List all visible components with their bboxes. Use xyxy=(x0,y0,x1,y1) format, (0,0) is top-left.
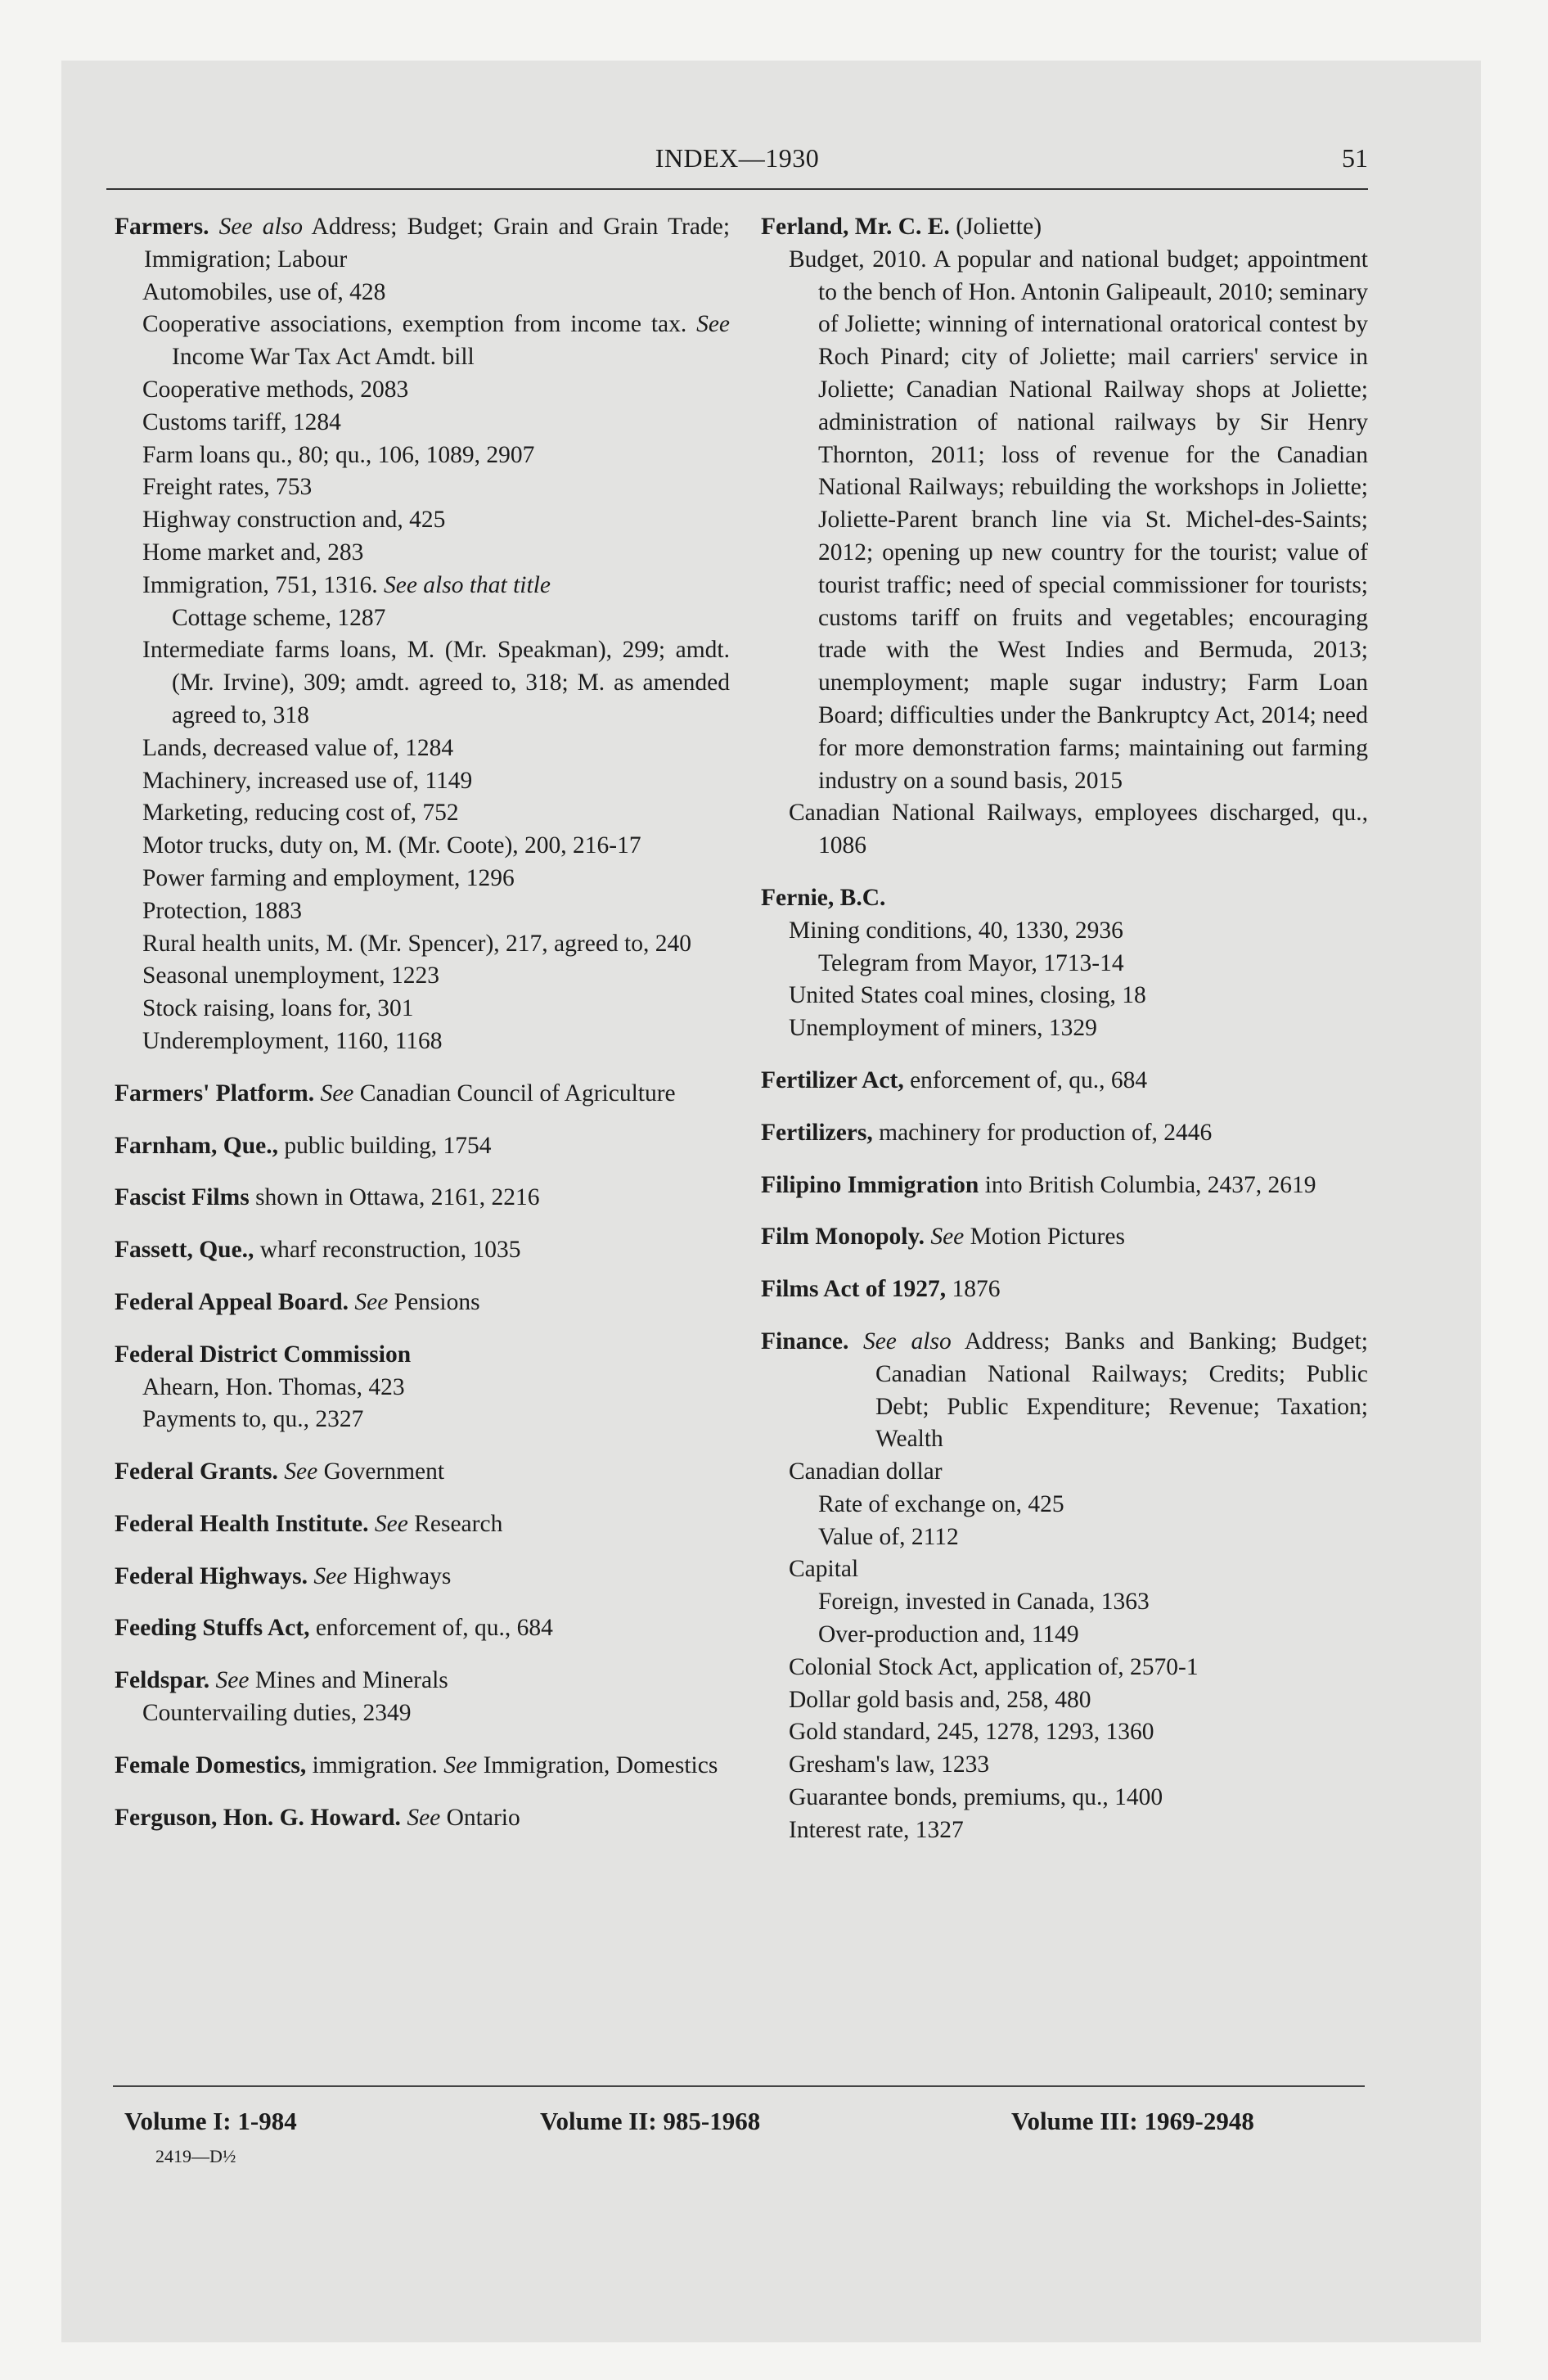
subentry: Payments to, qu., 2327 xyxy=(142,1406,364,1433)
header-rule xyxy=(106,188,1368,190)
subentry: Canadian dollar xyxy=(789,1458,943,1485)
subentry: Protection, 1883 xyxy=(142,897,303,924)
subentry: Highway construction and, 425 xyxy=(142,507,446,534)
index-entry-federal-appeal-board: Federal Appeal Board. See Pensions xyxy=(115,1288,480,1315)
index-entry-films-act: Films Act of 1927, 1876 xyxy=(761,1276,1001,1303)
subentry: Telegram from Mayor, 1713-14 xyxy=(818,949,1124,976)
subentry: Capital xyxy=(789,1556,859,1583)
index-entry-federal-health-institute: Federal Health Institute. See Research xyxy=(115,1510,503,1537)
subentry: Canadian National Railways, employees discharged, qu., 1086 xyxy=(789,800,1368,859)
subentry: Underemployment, 1160, 1168 xyxy=(142,1027,443,1054)
subentry: Colonial Stock Act, application of, 2570-1 xyxy=(789,1653,1199,1680)
index-entry-farnham: Farnham, Que., public building, 1754 xyxy=(115,1132,492,1159)
subentry: Foreign, invested in Canada, 1363 xyxy=(818,1589,1150,1616)
subentry: Seasonal unemployment, 1223 xyxy=(142,962,439,989)
subentry: Freight rates, 753 xyxy=(142,474,313,501)
index-entry-fascist-films: Fascist Films shown in Ottawa, 2161, 2216 xyxy=(115,1184,540,1211)
subentry: Unemployment of miners, 1329 xyxy=(789,1015,1097,1042)
right-column xyxy=(761,211,1368,1867)
index-entry-federal-grants: Federal Grants. See Government xyxy=(115,1458,445,1485)
footer-volume-2: Volume II: 985-1968 xyxy=(540,2107,761,2135)
page-number: 51 xyxy=(1342,143,1368,173)
footer-rule xyxy=(113,2085,1365,2087)
index-entry-feeding-stuffs: Feeding Stuffs Act, enforcement of, qu., 684 xyxy=(115,1615,553,1642)
entry-heading: Farmers. xyxy=(115,214,209,240)
page-title: INDEX—1930 xyxy=(655,143,820,173)
subentry: Customs tariff, 1284 xyxy=(142,408,341,435)
subentry: Motor trucks, duty on, M. (Mr. Coote), 200, 216-17 xyxy=(142,832,641,859)
printer-signature: 2419—D½ xyxy=(155,2146,236,2166)
subentry: Value of, 2112 xyxy=(818,1523,959,1550)
footer-volume-1: Volume I: 1-984 xyxy=(124,2107,297,2135)
subentry: Guarantee bonds, premiums, qu., 1400 xyxy=(789,1784,1163,1811)
subentry: Marketing, reducing cost of, 752 xyxy=(142,800,459,827)
subentry: Countervailing duties, 2349 xyxy=(142,1700,412,1727)
subentry: Gold standard, 245, 1278, 1293, 1360 xyxy=(789,1719,1154,1746)
subentry: Rate of exchange on, 425 xyxy=(818,1490,1064,1517)
index-entry-feldspar: Feldspar. See Mines and Minerals Countervailing duties, 2349 xyxy=(115,1665,730,1730)
subentry: Cooperative methods, 2083 xyxy=(142,376,409,403)
index-entry-farmers xyxy=(115,211,730,1058)
subentry: Farm loans qu., 80; qu., 106, 1089, 2907 xyxy=(142,441,535,468)
subentry: Stock raising, loans for, 301 xyxy=(142,995,414,1022)
subentry: Automobiles, use of, 428 xyxy=(142,278,386,305)
subentry: Machinery, increased use of, 1149 xyxy=(142,767,473,794)
index-entry-ferguson: Ferguson, Hon. G. Howard. See Ontario xyxy=(115,1804,520,1831)
index-entry-fertilizer-act: Fertilizer Act, enforcement of, qu., 684 xyxy=(761,1066,1148,1093)
subentry: Rural health units, M. (Mr. Spencer), 217, agreed to, 240 xyxy=(142,930,691,957)
footer-volume-3: Volume III: 1969-2948 xyxy=(1011,2107,1254,2135)
subentry: Over-production and, 1149 xyxy=(818,1621,1079,1648)
index-entry-fassett: Fassett, Que., wharf reconstruction, 1035 xyxy=(115,1237,521,1264)
subentry: Lands, decreased value of, 1284 xyxy=(142,734,454,761)
index-entry-fertilizers: Fertilizers, machinery for production of, 2446 xyxy=(761,1119,1213,1146)
index-entry-female-domestics: Female Domestics, immigration. See Immigration, Domestics xyxy=(115,1751,718,1778)
subentry: United States coal mines, closing, 18 xyxy=(789,982,1146,1009)
index-entry-finance: Finance. See also Address; Banks and Banking; Budget; Canadian National Railways; Credits; Public Debt; Public Expenditure; Revenue; Taxation; Wealth Canadian dollar Rate of exchange on, 425 Value of, 2112 Capital Foreign, invested in Canada, 1363 Over-production and, 1149 Colonial Stock Act, application of, 2570-1 Dollar gold basis and, 258, 480 Gold standard, 245, 1278, 1293, 1360 Gresham's law, 1233 Guarantee bonds, premiums, qu., 1400 Interest rate, 1327 xyxy=(761,1326,1368,1847)
subentry: Interest rate, 1327 xyxy=(789,1816,964,1843)
index-entry-fernie: Fernie, B.C. Mining conditions, 40, 1330, 2936 Telegram from Mayor, 1713-14 United States coal mines, closing, 18 Unemployment of miners, 1329 xyxy=(761,882,1368,1045)
subentry: Gresham's law, 1233 xyxy=(789,1751,990,1778)
subentry: Budget, 2010. A popular and national budget; appointment to the bench of Hon. Antonin Galipeault, 2010; seminary of Joliette; winning of international oratorical contest by Roch Pinard; city of Joliette; mail carriers' service in Joliette; Canadian National Railway shops at Joliette; administration of national railways by Sir Henry Thornton, 2011; loss of revenue for the Canadian National Railways; rebuilding the workshops in Joliette; Joliette-Parent branch line via St. Michel-des-Saints; 2012; opening up new country for the tourist; value of tourist traffic; need of special commissioner for tourists; customs tariff on fruits and vegetables; encouraging trade with the West Indies and Bermuda, 2013; unemployment; maple sugar industry; Farm Loan Board; difficulties under the Bankruptcy Act, 2014; need for more demonstration farms; maintaining out farming industry on a sound basis, 2015 xyxy=(789,246,1368,794)
subentry: Intermediate farms loans, M. (Mr. Speakman), 299; amdt. (Mr. Irvine), 309; amdt. agreed to, 318; M. as amended agreed to, 318 xyxy=(142,637,730,728)
subentry: Dollar gold basis and, 258, 480 xyxy=(789,1686,1091,1713)
subentry: Home market and, 283 xyxy=(142,539,364,566)
subentry: Immigration, 751, 1316. See also that title xyxy=(142,571,551,598)
see-reference: See also xyxy=(218,214,303,240)
left-column xyxy=(115,211,730,1854)
subentry: Ahearn, Hon. Thomas, 423 xyxy=(142,1373,405,1400)
see-target: Address; Budget; Grain and Grain Trade; Immigration; Labour xyxy=(144,214,731,273)
index-entry-farmers-platform: Farmers' Platform. See Canadian Council of Agriculture xyxy=(115,1080,676,1107)
subentry: Power farming and employment, 1296 xyxy=(142,864,515,891)
index-entry-film-monopoly: Film Monopoly. See Motion Pictures xyxy=(761,1224,1125,1251)
index-entry-ferland: Ferland, Mr. C. E. (Joliette) Budget, 2010. A popular and national budget; appointment to the bench of Hon. Antonin Galipeault, 2010; seminary of Joliette; winning of international oratorical contest by Roch Pinard; city of Joliette; mail carriers' service in Joliette; Canadian National Railway shops at Joliette; administration of national railways by Sir Henry Thornton, 2011; loss of revenue for the Canadian National Railways; rebuilding the workshops in Joliette; Joliette-Parent branch line via St. Michel-des-Saints; 2012; opening up new country for the tourist; value of tourist traffic; need of special commissioner for tourists; customs tariff on fruits and vegetables; encouraging trade with the West Indies and Bermuda, 2013; unemployment; maple sugar industry; Farm Loan Board; difficulties under the Bankruptcy Act, 2014; need for more demonstration farms; maintaining out farming industry on a sound basis, 2015 Canadian National Railways, employees discharged, qu., 1086 xyxy=(761,211,1368,863)
subentry: Mining conditions, 40, 1330, 2936 xyxy=(789,917,1123,944)
subentry: Cottage scheme, 1287 xyxy=(172,604,386,631)
index-entry-federal-highways: Federal Highways. See Highways xyxy=(115,1562,452,1589)
subentry: Cooperative associations, exemption from income tax. See Income War Tax Act Amdt. bill xyxy=(142,311,730,371)
index-entry-federal-district-commission: Federal District Commission Ahearn, Hon. Thomas, 423 Payments to, qu., 2327 xyxy=(115,1339,730,1436)
index-entry-filipino-immigration: Filipino Immigration into British Columbia, 2437, 2619 xyxy=(761,1171,1316,1198)
